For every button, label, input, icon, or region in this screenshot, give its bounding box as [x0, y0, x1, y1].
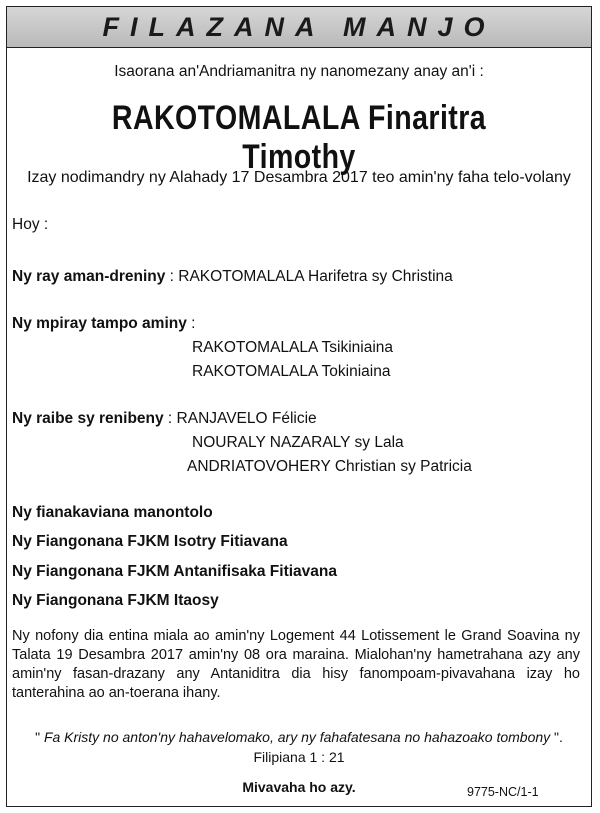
parents-names: RAKOTOMALALA Harifetra sy Christina [178, 268, 453, 285]
sibling-name: RAKOTOMALALA Tokiniaina [192, 363, 391, 380]
siblings-separator: : [186, 315, 196, 332]
community-item: Ny Fiangonana FJKM Itaosy [12, 592, 219, 609]
bible-verse [7, 728, 591, 746]
verse-reference: Filipiana 1 : 21 [253, 749, 345, 765]
parents-separator: : [165, 268, 179, 285]
sibling-name: RAKOTOMALALA Tsikiniaina [192, 339, 394, 356]
community-item: Ny fianakaviana manontolo [12, 504, 213, 521]
verse-quote-open: " [35, 729, 44, 745]
parents-label: Ny ray aman-dreniny [12, 268, 166, 285]
siblings-label: Ny mpiray tampo aminy [12, 315, 187, 332]
death-notice: Izay nodimandry ny Alahady 17 Desambra 2017 teo amin'ny faha telo-volany [27, 169, 571, 186]
community-item: Ny Fiangonana FJKM Antanifisaka Fitiavana [12, 563, 337, 580]
header-title: FILAZANA MANJO [102, 11, 496, 42]
obituary-frame [6, 6, 592, 807]
verse-quote-close: ". [550, 729, 563, 745]
closing-text: Mivavaha ho azy. [242, 779, 356, 795]
relative-name: RANJAVELO Félicie [176, 410, 317, 427]
relative-name: NOURALY NAZARALY sy Lala [192, 434, 404, 451]
funeral-info: Ny nofony dia entina miala ao amin'ny Logement 44 Lotissement le Grand Soavina ny Talata 19 Desambra 2017 amin'ny 08 ora maraina. Mialohan'ny hametrahana azy any amin'ny fasan-drazany any Antaniditra dia hisy fanompoam-pivavahana izay ho tanterahina ao an-toerana ihany. [12, 628, 580, 701]
relative-name: ANDRIATOVOHERY Christian sy Patricia [187, 458, 472, 475]
relatives-separator: : [163, 410, 177, 427]
community-item: Ny Fiangonana FJKM Isotry Fitiavana [12, 533, 288, 550]
deceased-name: RAKOTOMALALA Finaritra Timothy [111, 99, 487, 176]
verse-text: Fa Kristy no anton'ny hahavelomako, ary ny fahafatesana no hahazoako tombony [43, 729, 551, 745]
siblings-line [12, 315, 195, 333]
reference-code: 9775-NC/1-1 [467, 785, 539, 799]
intro-text: Isaorana an'Andriamanitra ny nanomezany anay an'i : [114, 63, 484, 80]
relatives-label: Ny raibe sy renibeny [12, 410, 164, 427]
relatives-line [12, 410, 317, 428]
hoy-label: Hoy : [12, 216, 49, 233]
header-banner [7, 7, 591, 48]
parents-line [12, 268, 453, 286]
